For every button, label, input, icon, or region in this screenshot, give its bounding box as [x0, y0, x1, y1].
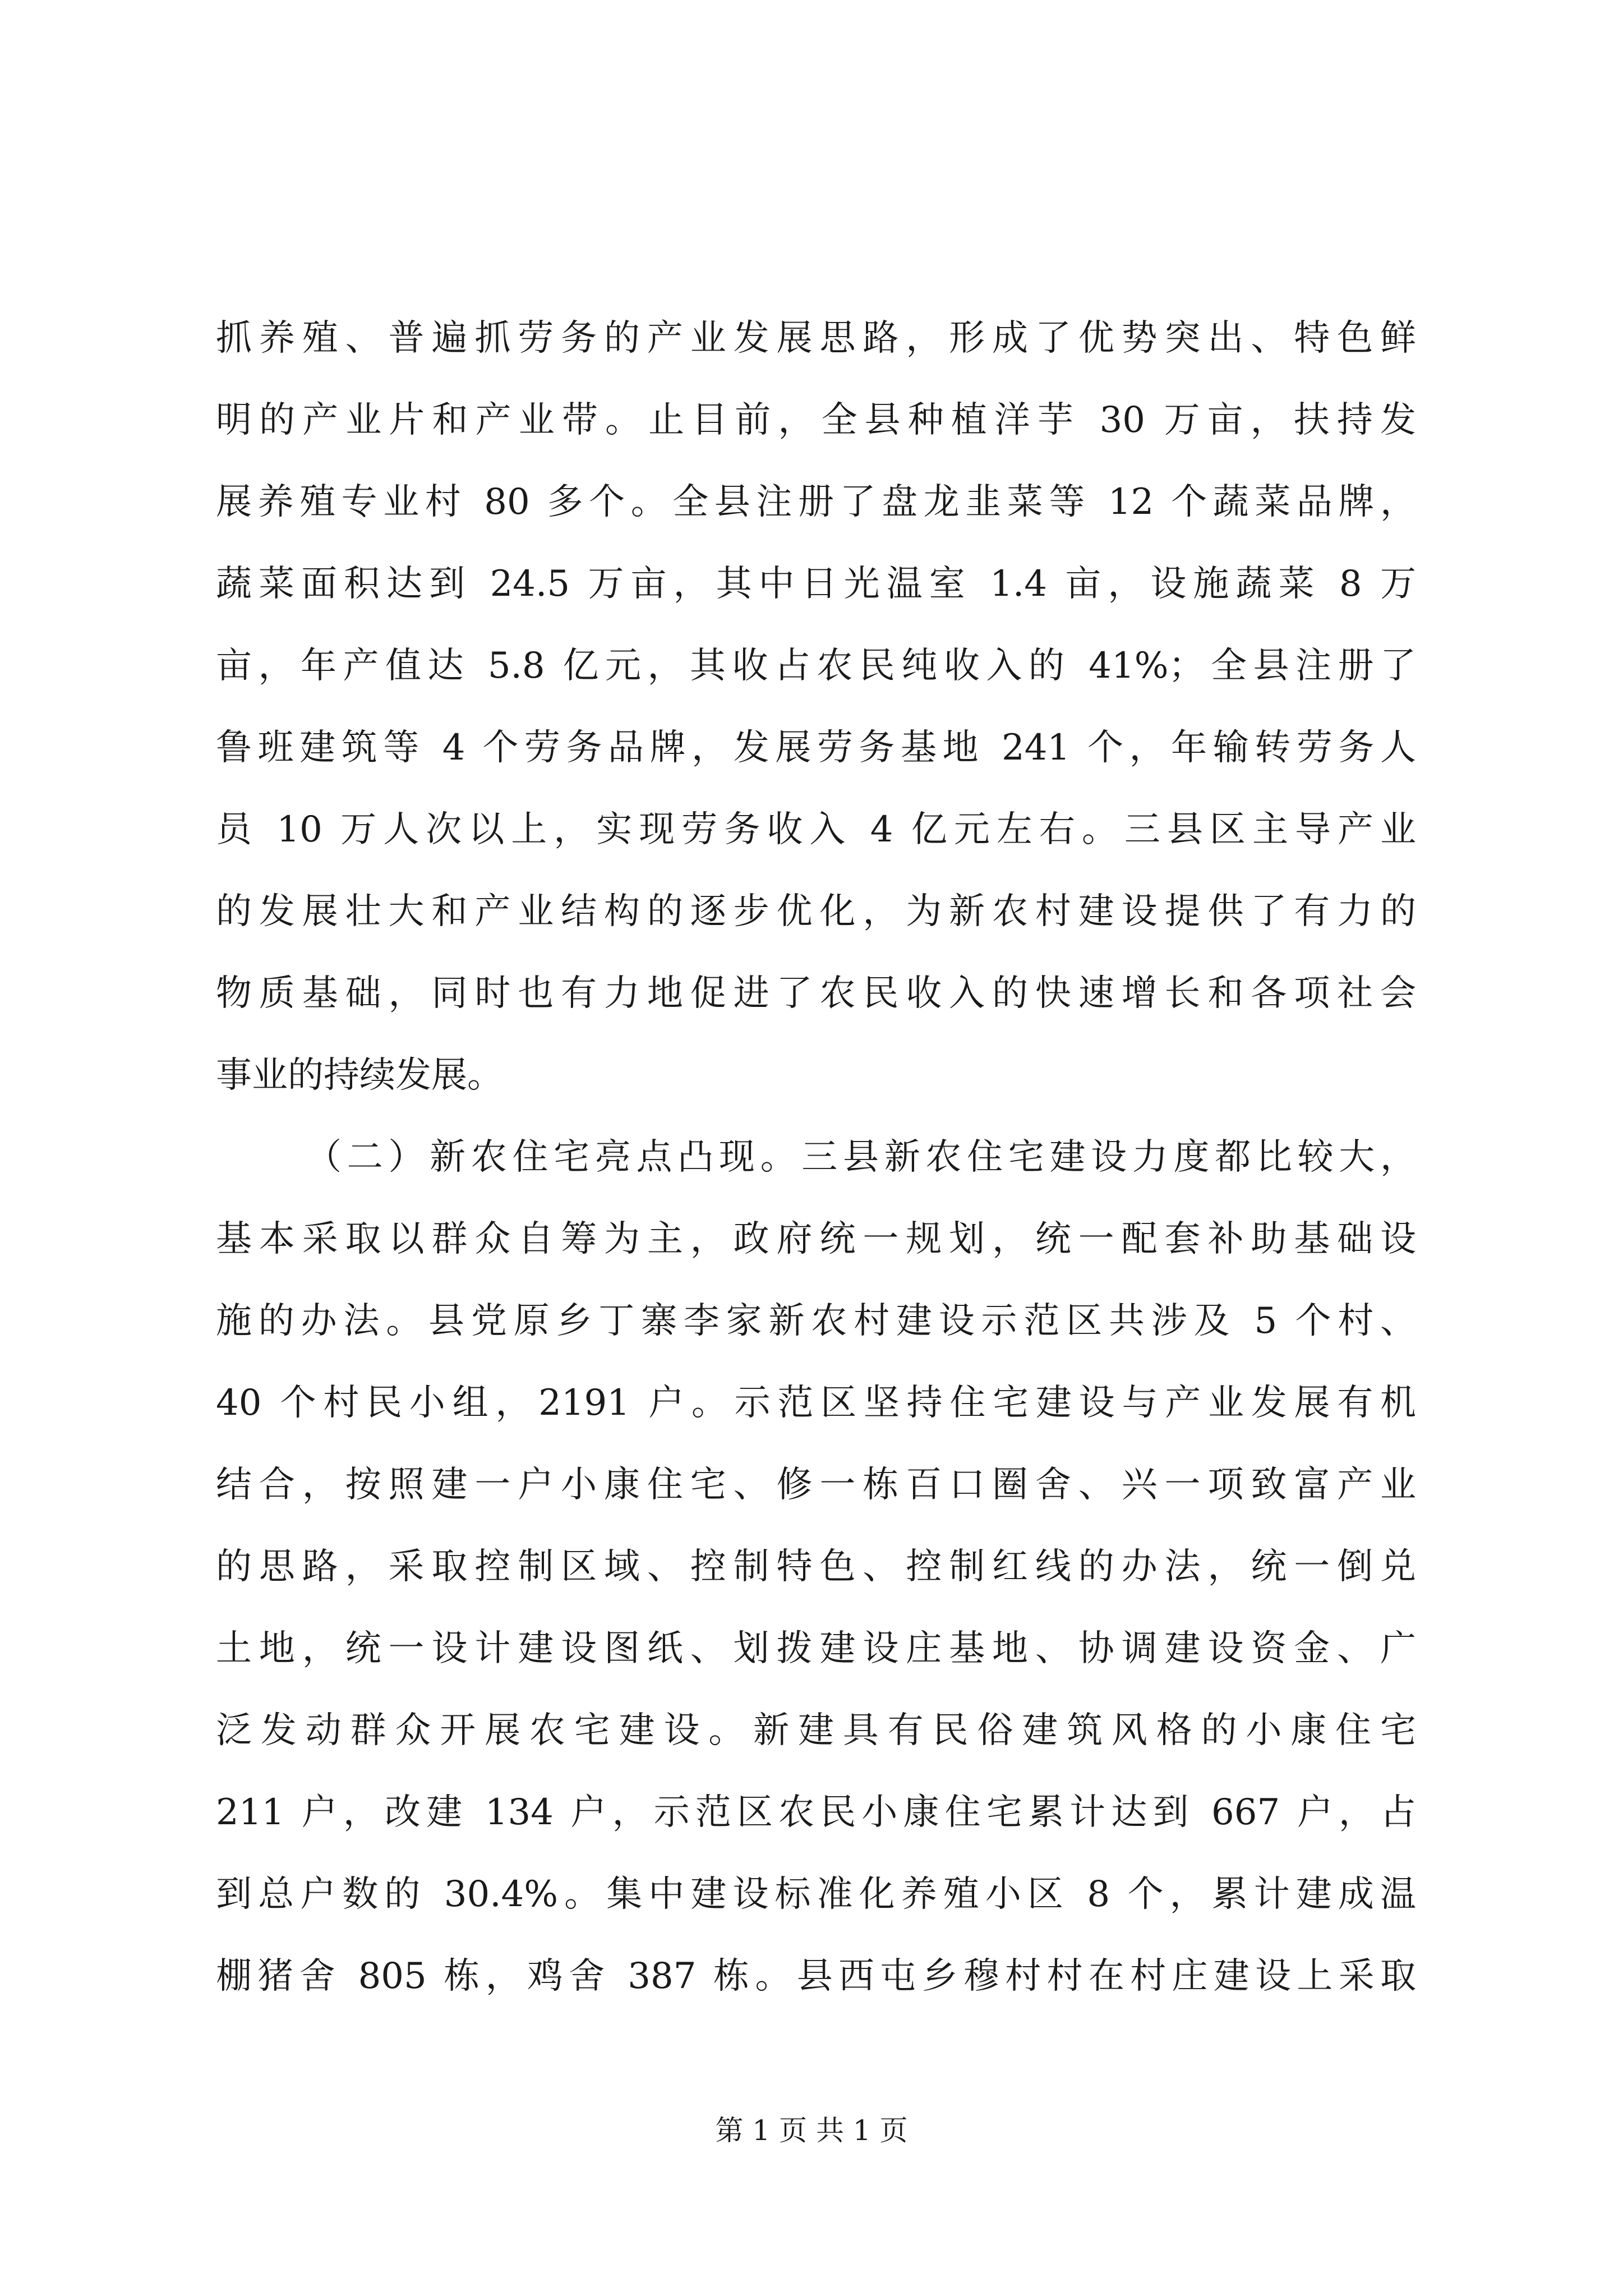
body-text-line: 211 户，改建 134 户，示范区农民小康住宅累计达到 667 户，占	[216, 1792, 1416, 1833]
body-text-line: 的发展壮大和产业结构的逐步优化，为新农村建设提供了有力的	[216, 891, 1416, 932]
body-text-line: 鲁班建筑等 4 个劳务品牌，发展劳务基地 241 个，年输转劳务人	[216, 727, 1416, 769]
body-text-line: 抓养殖、普遍抓劳务的产业发展思路，形成了优势突出、特色鲜	[216, 318, 1416, 359]
body-text-line: 展养殖专业村 80 多个。全县注册了盘龙韭菜等 12 个蔬菜品牌，	[216, 481, 1416, 523]
body-text-line: 基本采取以群众自筹为主，政府统一规划，统一配套补助基础设	[216, 1218, 1416, 1260]
body-text-line: 物质基础，同时也有力地促进了农民收入的快速增长和各项社会	[216, 973, 1416, 1014]
body-text-line: 的思路，采取控制区域、控制特色、控制红线的办法，统一倒兑	[216, 1546, 1416, 1588]
body-text-line: 亩，年产值达 5.8 亿元，其收占农民纯收入的 41%；全县注册了	[216, 645, 1416, 687]
body-text-line: 事业的持续发展。	[216, 1055, 503, 1096]
body-text-line: 到总户数的 30.4%。集中建设标准化养殖小区 8 个，累计建成温	[216, 1874, 1416, 1915]
body-text-line: 土地，统一设计建设图纸、划拨建设庄基地、协调建设资金、广	[216, 1628, 1416, 1669]
body-text-line: 施的办法。县党原乡丁寨李家新农村建设示范区共涉及 5 个村、	[216, 1300, 1416, 1342]
body-text-line: 蔬菜面积达到 24.5 万亩，其中日光温室 1.4 亩，设施蔬菜 8 万	[216, 563, 1416, 605]
body-text-line: 40 个村民小组，2191 户。示范区坚持住宅建设与产业发展有机	[216, 1382, 1416, 1424]
section-heading-line: （二）新农住宅亮点凸现。三县新农住宅建设力度都比较大，	[306, 1137, 1416, 1178]
body-text-line: 结合，按照建一户小康住宅、修一栋百口圈舍、兴一项致富产业	[216, 1464, 1416, 1506]
body-text-line: 棚猪舍 805 栋，鸡舍 387 栋。县西屯乡穆村村在村庄建设上采取	[216, 1955, 1416, 1997]
body-text-line: 明的产业片和产业带。止目前，全县种植洋芋 30 万亩，扶持发	[216, 399, 1416, 441]
body-text-line: 泛发动群众开展农宅建设。新建具有民俗建筑风格的小康住宅	[216, 1710, 1416, 1751]
body-text-line: 员 10 万人次以上，实现劳务收入 4 亿元左右。三县区主导产业	[216, 809, 1416, 850]
page-footer: 第 1 页 共 1 页	[715, 2114, 908, 2147]
